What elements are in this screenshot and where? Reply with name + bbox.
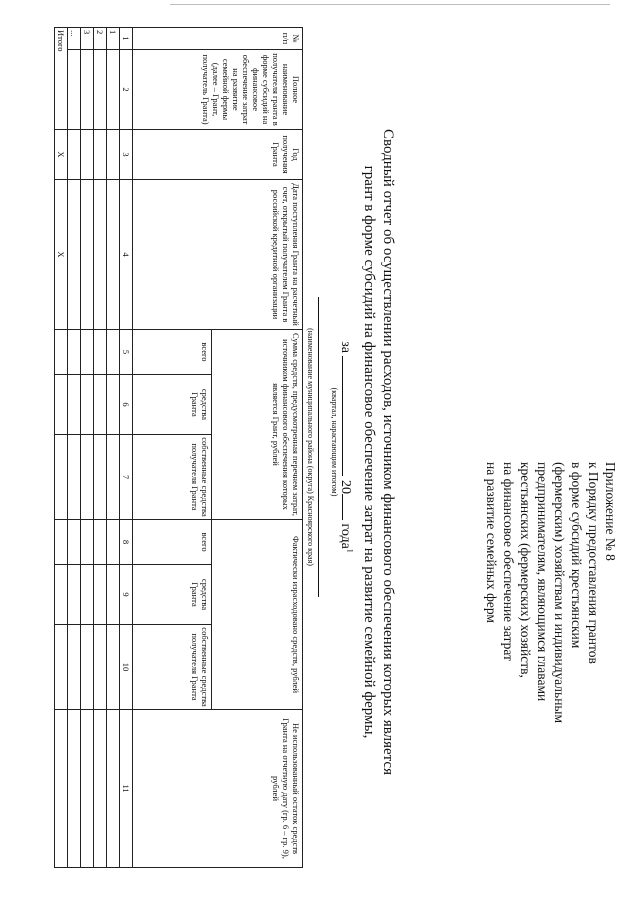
row-number: 3 bbox=[81, 28, 94, 50]
appendix-line: крестьянских (фермерских) хозяйств, bbox=[518, 462, 533, 678]
table-cell[interactable] bbox=[94, 180, 107, 330]
total-label: Итого bbox=[55, 28, 68, 130]
column-number: 1 bbox=[120, 28, 133, 50]
header-recipient-name: Полное наименование получателя гранта в форме субсидий на финансовое обеспечение затрат на развитие семейной фермы (далее – Грант, получатель Гранта) bbox=[133, 50, 303, 130]
table-cell[interactable] bbox=[107, 375, 120, 435]
appendix-line: к Порядку предоставления грантов bbox=[586, 462, 601, 664]
table-cell[interactable] bbox=[81, 330, 94, 375]
table-cell[interactable] bbox=[94, 710, 107, 868]
table-cell[interactable] bbox=[107, 565, 120, 625]
report-title-line1: Сводный отчет об осуществлении расходов, источником финансового обеспечения которых является bbox=[380, 129, 396, 775]
appendix-line: предпринимателям, являющимся главами bbox=[535, 462, 550, 702]
table-cell[interactable] bbox=[68, 330, 81, 375]
column-number: 7 bbox=[120, 435, 133, 520]
table-cell[interactable] bbox=[81, 180, 94, 330]
report-title-line2: грант в форме субсидий на финансовое обеспечение затрат на развитие семейной фермы, bbox=[361, 165, 377, 739]
column-number: 10 bbox=[120, 625, 133, 710]
table-cell[interactable] bbox=[94, 130, 107, 180]
report-table bbox=[54, 27, 303, 868]
table-cell[interactable] bbox=[81, 520, 94, 565]
header-grant-year: Год получения Гранта bbox=[133, 130, 303, 180]
table-cell[interactable] bbox=[68, 50, 81, 130]
appendix-heading bbox=[483, 462, 619, 862]
column-number: 6 bbox=[120, 375, 133, 435]
column-number: 8 bbox=[120, 520, 133, 565]
table-cell[interactable] bbox=[94, 625, 107, 710]
rotated-page bbox=[15, 22, 625, 872]
subheader-total: всего bbox=[133, 330, 212, 375]
period-blank bbox=[342, 356, 355, 476]
column-number: 3 bbox=[120, 130, 133, 180]
table-cell[interactable] bbox=[68, 375, 81, 435]
subheader-total: всего bbox=[133, 520, 212, 565]
row-number: 1 bbox=[107, 28, 120, 50]
column-number-row bbox=[120, 28, 133, 868]
table-cell[interactable] bbox=[68, 180, 81, 330]
table-cell[interactable] bbox=[68, 565, 81, 625]
table-cell[interactable] bbox=[107, 130, 120, 180]
municipality-blank-line bbox=[318, 297, 319, 597]
column-number: 9 bbox=[120, 565, 133, 625]
year-blank bbox=[342, 494, 355, 520]
table-cell[interactable] bbox=[81, 565, 94, 625]
table-cell[interactable] bbox=[68, 435, 81, 520]
column-number: 11 bbox=[120, 710, 133, 868]
table-cell[interactable] bbox=[68, 130, 81, 180]
appendix-line: на развитие семейных ферм bbox=[484, 462, 499, 623]
scan-top-edge-line bbox=[170, 4, 610, 5]
total-x-cell: X bbox=[55, 180, 68, 330]
column-number: 5 bbox=[120, 330, 133, 375]
report-title bbox=[359, 42, 397, 862]
table-cell[interactable] bbox=[68, 520, 81, 565]
table-cell[interactable] bbox=[81, 375, 94, 435]
header-number: № п/п bbox=[133, 28, 303, 50]
table-cell[interactable] bbox=[81, 50, 94, 130]
row-number: ... bbox=[68, 28, 81, 50]
appendix-line: на финансовое обеспечение затрат bbox=[501, 462, 516, 661]
table-cell[interactable] bbox=[68, 710, 81, 868]
table-row bbox=[68, 28, 81, 868]
table-row bbox=[107, 28, 120, 868]
table-cell[interactable] bbox=[81, 625, 94, 710]
footnote-mark: 1 bbox=[345, 548, 355, 553]
period-year-prefix: 20 bbox=[338, 479, 353, 494]
subheader-own: собственные средства получателя Гранта bbox=[133, 435, 212, 520]
column-number: 2 bbox=[120, 50, 133, 130]
table-cell[interactable] bbox=[55, 710, 68, 868]
table-cell[interactable] bbox=[107, 330, 120, 375]
table-cell[interactable] bbox=[94, 50, 107, 130]
table-cell[interactable] bbox=[81, 435, 94, 520]
table-cell[interactable] bbox=[81, 710, 94, 868]
table-cell[interactable] bbox=[94, 520, 107, 565]
table-row bbox=[81, 28, 94, 868]
table-cell[interactable] bbox=[107, 50, 120, 130]
period-year-suffix: года bbox=[338, 523, 353, 549]
table-cell[interactable] bbox=[55, 520, 68, 565]
table-cell[interactable] bbox=[55, 565, 68, 625]
period-za: за bbox=[338, 341, 353, 353]
municipality-caption: (наименование муниципального района (округа) Красноярского края) bbox=[306, 328, 315, 566]
table-cell[interactable] bbox=[94, 435, 107, 520]
period-caption: (квартал, нарастающим итогом) bbox=[330, 387, 339, 497]
header-planned-group: Сумма средств, предусмотренная перечнем затрат, источником финансового обеспечения которых является Грант, рублей bbox=[212, 330, 303, 520]
table-cell[interactable] bbox=[107, 710, 120, 868]
column-number: 4 bbox=[120, 180, 133, 330]
table-cell[interactable] bbox=[55, 625, 68, 710]
table-cell[interactable] bbox=[55, 435, 68, 520]
appendix-line: Приложение № 8 bbox=[603, 462, 618, 561]
report-period bbox=[337, 22, 355, 872]
table-cell[interactable] bbox=[94, 375, 107, 435]
table-row bbox=[94, 28, 107, 868]
table-cell[interactable] bbox=[94, 565, 107, 625]
table-cell[interactable] bbox=[107, 435, 120, 520]
table-cell[interactable] bbox=[55, 330, 68, 375]
appendix-line: (фермерским) хозяйствам и индивидуальным bbox=[552, 462, 567, 724]
table-cell[interactable] bbox=[107, 625, 120, 710]
total-row bbox=[55, 28, 68, 868]
table-cell[interactable] bbox=[55, 375, 68, 435]
total-x-cell: X bbox=[55, 130, 68, 180]
table-cell[interactable] bbox=[107, 180, 120, 330]
header-actual-group: Фактически израсходовано средств, рублей bbox=[212, 520, 303, 710]
appendix-line: в форме субсидий крестьянским bbox=[569, 462, 584, 649]
header-receipt-date: Дата поступления Гранта на расчетный счет, открытый получателем Гранта в российской кредитной организации bbox=[133, 180, 303, 330]
table-cell[interactable] bbox=[68, 625, 81, 710]
table-cell[interactable] bbox=[107, 520, 120, 565]
subheader-own: собственные средства получателя Гранта bbox=[133, 625, 212, 710]
table-cell[interactable] bbox=[94, 330, 107, 375]
row-number: 2 bbox=[94, 28, 107, 50]
subheader-grant: средства Гранта bbox=[133, 565, 212, 625]
table-cell[interactable] bbox=[81, 130, 94, 180]
header-unused-balance: Не использованный остаток средств Гранта на отчетную дату (гр. 6 – гр. 9), рублей bbox=[133, 710, 303, 868]
subheader-grant: средства Гранта bbox=[133, 375, 212, 435]
